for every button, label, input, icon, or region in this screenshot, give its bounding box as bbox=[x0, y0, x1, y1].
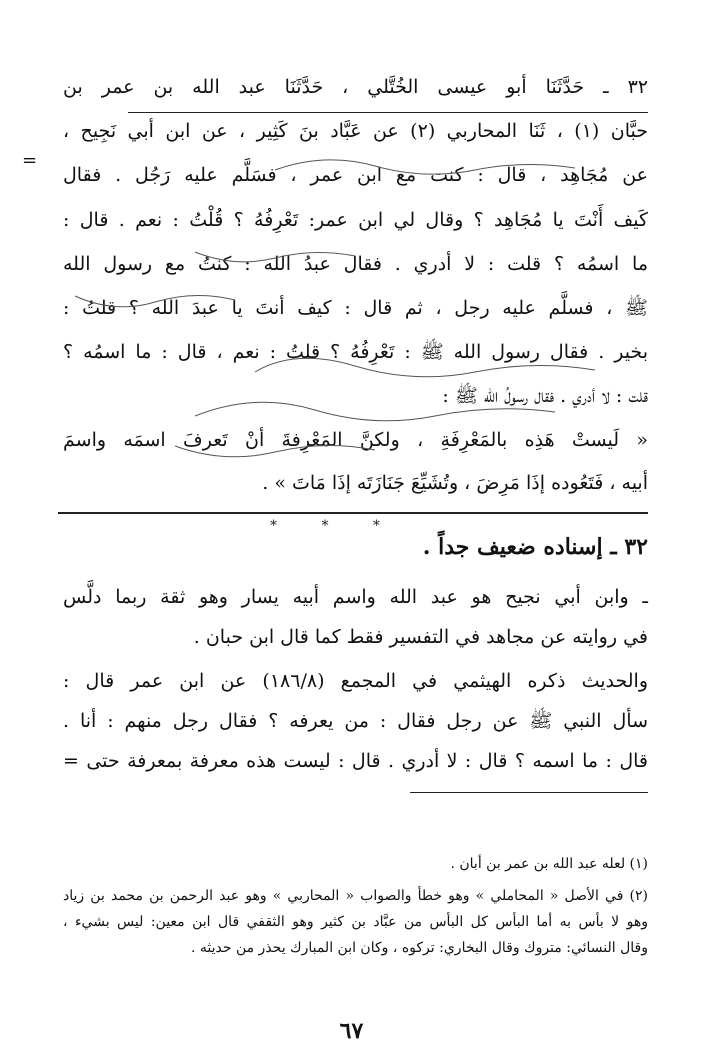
hadith-line-10: أبيه ، فَتَعُوده إذَا مَرِضَ ، وتُشَيِّعَ جَنَازَتَه إذَا مَاتَ » . bbox=[262, 472, 648, 494]
hadith-line-4: كَيف أَنْتَ يا مُجَاهِد ؟ وقال لي ابن عمر: تَعْرِفُهُ ؟ قُلْتُ : نعم . قال : bbox=[63, 209, 648, 231]
comment-line-1: ـ وابن أبي نجيح هو عبد الله واسم أبيه يسار وهو ثقة ربما دلَّس bbox=[63, 586, 648, 608]
hadith-line-6: ﷺ ، فسلَّم عليه رجل ، ثم قال : كيف أنتَ يا عبدَ الله ؟ قلتُ : bbox=[63, 297, 648, 319]
hadith-line-2: حبَّان (١) ، ثَنَا المحاربي (٢) عن عَبَّاد بنَ كَثِير ، عن ابن أبي نَجِيح ، bbox=[63, 120, 648, 142]
comment-line-5: قال : ما اسمه ؟ قال : لا أدري . قال : ليست هذه معرفة بمعرفة حتى = bbox=[63, 750, 648, 772]
footnote-separator bbox=[410, 792, 648, 793]
hadith-line-9: « لَيستْ هَذِه بالمَعْرِفَةِ ، ولكنَّ المَعْرِفةَ أنْ تَعرفَ اسمَه واسمَ bbox=[63, 429, 648, 451]
comment-line-3: والحديث ذكره الهيثمي في المجمع (١٨٦/٨) عن ابن عمر قال : bbox=[63, 670, 648, 692]
hadith-line-5: ما اسمُه ؟ قلت : لا أدري . فقال عبدُ الله : كنتُ مع رسول الله bbox=[63, 253, 648, 275]
handwritten-annotations bbox=[55, 140, 595, 470]
strike-rule bbox=[128, 112, 648, 113]
hadith-line-3: عن مُجَاهِد ، قال : كنت مع ابن عمر ، فسَلَّم عليه رَجُل . فقال bbox=[63, 164, 648, 186]
comment-line-4: سأل النبي ﷺ عن رجل فقال : من يعرفه ؟ فقال رجل منهم : أنا . bbox=[63, 710, 648, 732]
hadith-line-7: بخير . فقال رسول الله ﷺ : تَعْرِفُهُ ؟ قلتُ : نعم ، قال : ما اسمُه ؟ bbox=[63, 341, 648, 363]
footnote-2-line-1: (٢) في الأصل « المحاملي » وهو خطأ والصواب « المحاربي » وهو عبد الرحمن بن محمد بن زياد bbox=[63, 888, 648, 904]
decorative-stars: * * * bbox=[270, 518, 400, 534]
section-divider bbox=[58, 512, 648, 514]
footnote-2-line-3: وقال النسائي: متروك وقال البخاري: تركوه ، وكان ابن المبارك يحذر من حديثه . bbox=[190, 940, 648, 956]
footnote-1: (١) لعله عبد الله بن عمر بن أبان . bbox=[450, 856, 648, 872]
hadith-line-1: ٣٢ ـ حَدَّثَنَا أبو عيسى الخُتَّلي ، حَدَّثَنَا عبد الله بن عمر بن bbox=[63, 76, 648, 98]
page-number: ٦٧ bbox=[339, 1018, 364, 1044]
footnote-2-line-2: وهو لا بأس به أما البأس كل البأس من عبَّاد بن كثير وهو الثقفي قال ابن معين: ليس بشيء ، bbox=[63, 914, 648, 930]
hadith-line-8: قلت : لا أدري . فقال رسولُ الله ﷺ : bbox=[442, 385, 648, 407]
comment-line-2: في روايته عن مجاهد في التفسير فقط كما قال ابن حبان . bbox=[193, 626, 648, 648]
margin-mark: = bbox=[22, 150, 38, 171]
comment-heading: ٣٢ ـ إسناده ضعيف جداً . bbox=[422, 534, 648, 560]
